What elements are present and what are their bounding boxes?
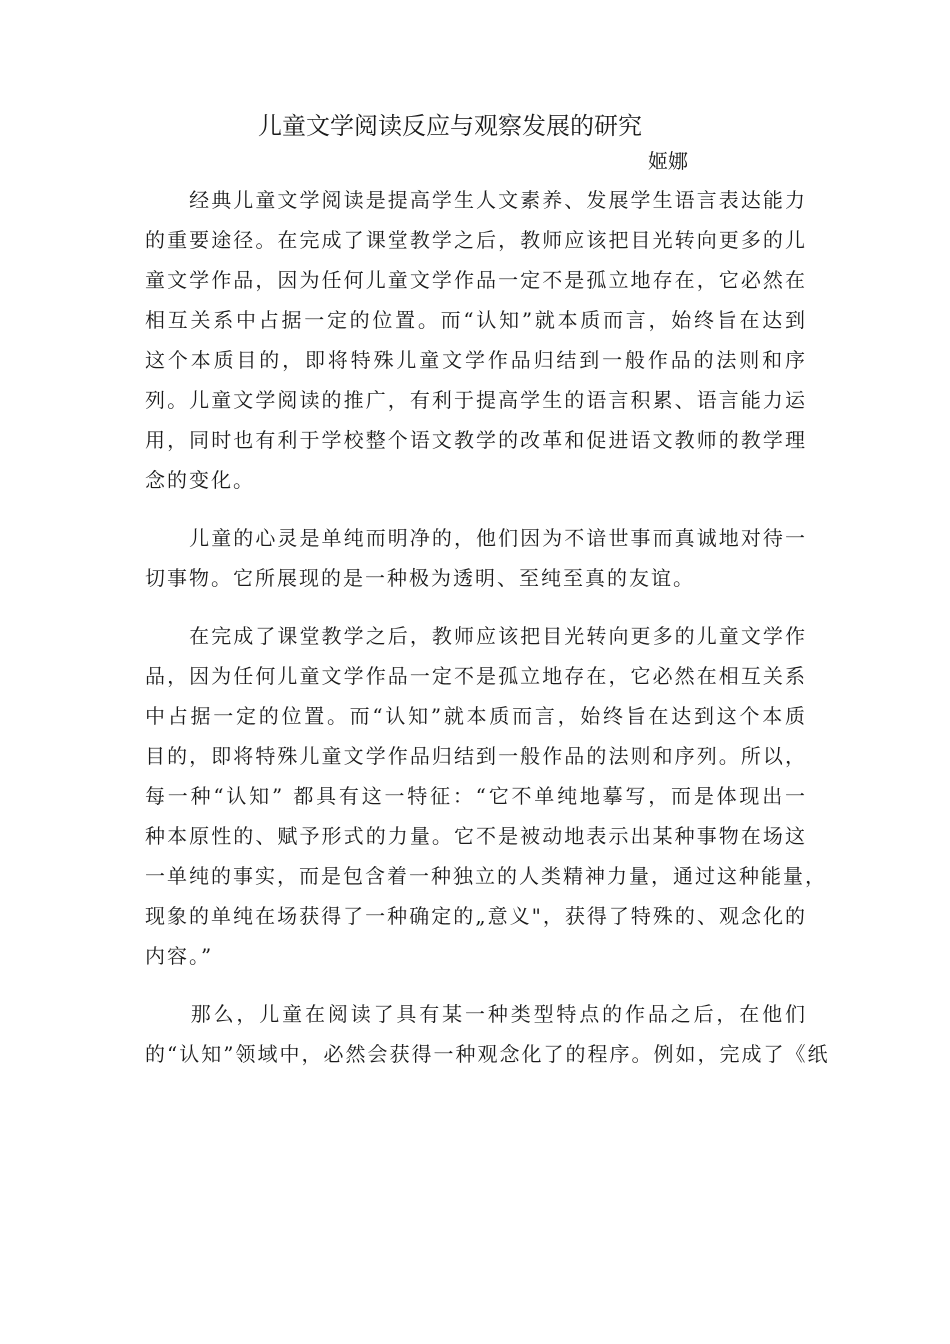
text-line: 在完成了课堂教学之后，教师应该把目光转向更多的儿童文学作 <box>145 624 807 648</box>
text-line: 儿童的心灵是单纯而明净的，他们因为不谙世事而真诚地对待一 <box>145 526 807 550</box>
text-line: 目的，即将特殊儿童文学作品归结到一般作品的法则和序列。所以， <box>145 744 807 768</box>
text-line: 中占据一定的位置。而“认知”就本质而言，始终旨在达到这个本质 <box>145 704 807 728</box>
paragraph-4 <box>145 994 830 1074</box>
paragraph-gap <box>145 500 807 518</box>
text-line: 种本原性的、赋予形式的力量。它不是被动地表示出某种事物在场这 <box>145 824 807 848</box>
paragraph-2 <box>145 518 807 598</box>
text-line: 这个本质目的，即将特殊儿童文学作品归结到一般作品的法则和序 <box>145 348 807 372</box>
paragraph-gap <box>145 598 807 616</box>
text-line: 的“认知”领域中，必然会获得一种观念化了的程序。例如，完成了《纸 <box>145 1042 830 1066</box>
paragraph-3 <box>145 616 827 976</box>
text-line: 经典儿童文学阅读是提高学生人文素养、发展学生语言表达能力 <box>145 188 807 212</box>
paragraph-gap <box>145 976 807 994</box>
text-line: 那么，儿童在阅读了具有某一种类型特点的作品之后，在他们 <box>145 1002 807 1026</box>
text-line: 的重要途径。在完成了课堂教学之后，教师应该把目光转向更多的儿 <box>145 228 807 252</box>
text-line: 列。儿童文学阅读的推广，有利于提高学生的语言积累、语言能力运 <box>145 388 807 412</box>
text-line: 相互关系中占据一定的位置。而“认知”就本质而言，始终旨在达到 <box>145 308 807 332</box>
text-line: 内容。” <box>145 944 214 968</box>
text-line: 念的变化。 <box>145 468 255 492</box>
document-title: 儿童文学阅读反应与观察发展的研究 <box>258 112 642 140</box>
paragraph-1 <box>145 180 807 500</box>
text-line: 切事物。它所展现的是一种极为透明、至纯至真的友谊。 <box>145 566 695 590</box>
document-author: 姬娜 <box>648 149 688 173</box>
text-line: 现象的单纯在场获得了一种确定的„意义"，获得了特殊的、观念化的 <box>145 904 807 928</box>
text-line: 一单纯的事实，而是包含着一种独立的人类精神力量，通过这种能量， <box>145 864 827 888</box>
text-line: 品，因为任何儿童文学作品一定不是孤立地存在，它必然在相互关系 <box>145 664 807 688</box>
document-body <box>145 180 830 1074</box>
text-line: 每一种“认知” 都具有这一特征：“它不单纯地摹写，而是体现出一 <box>145 784 807 808</box>
text-line: 用，同时也有利于学校整个语文教学的改革和促进语文教师的教学理 <box>145 428 807 452</box>
text-line: 童文学作品，因为任何儿童文学作品一定不是孤立地存在，它必然在 <box>145 268 807 292</box>
